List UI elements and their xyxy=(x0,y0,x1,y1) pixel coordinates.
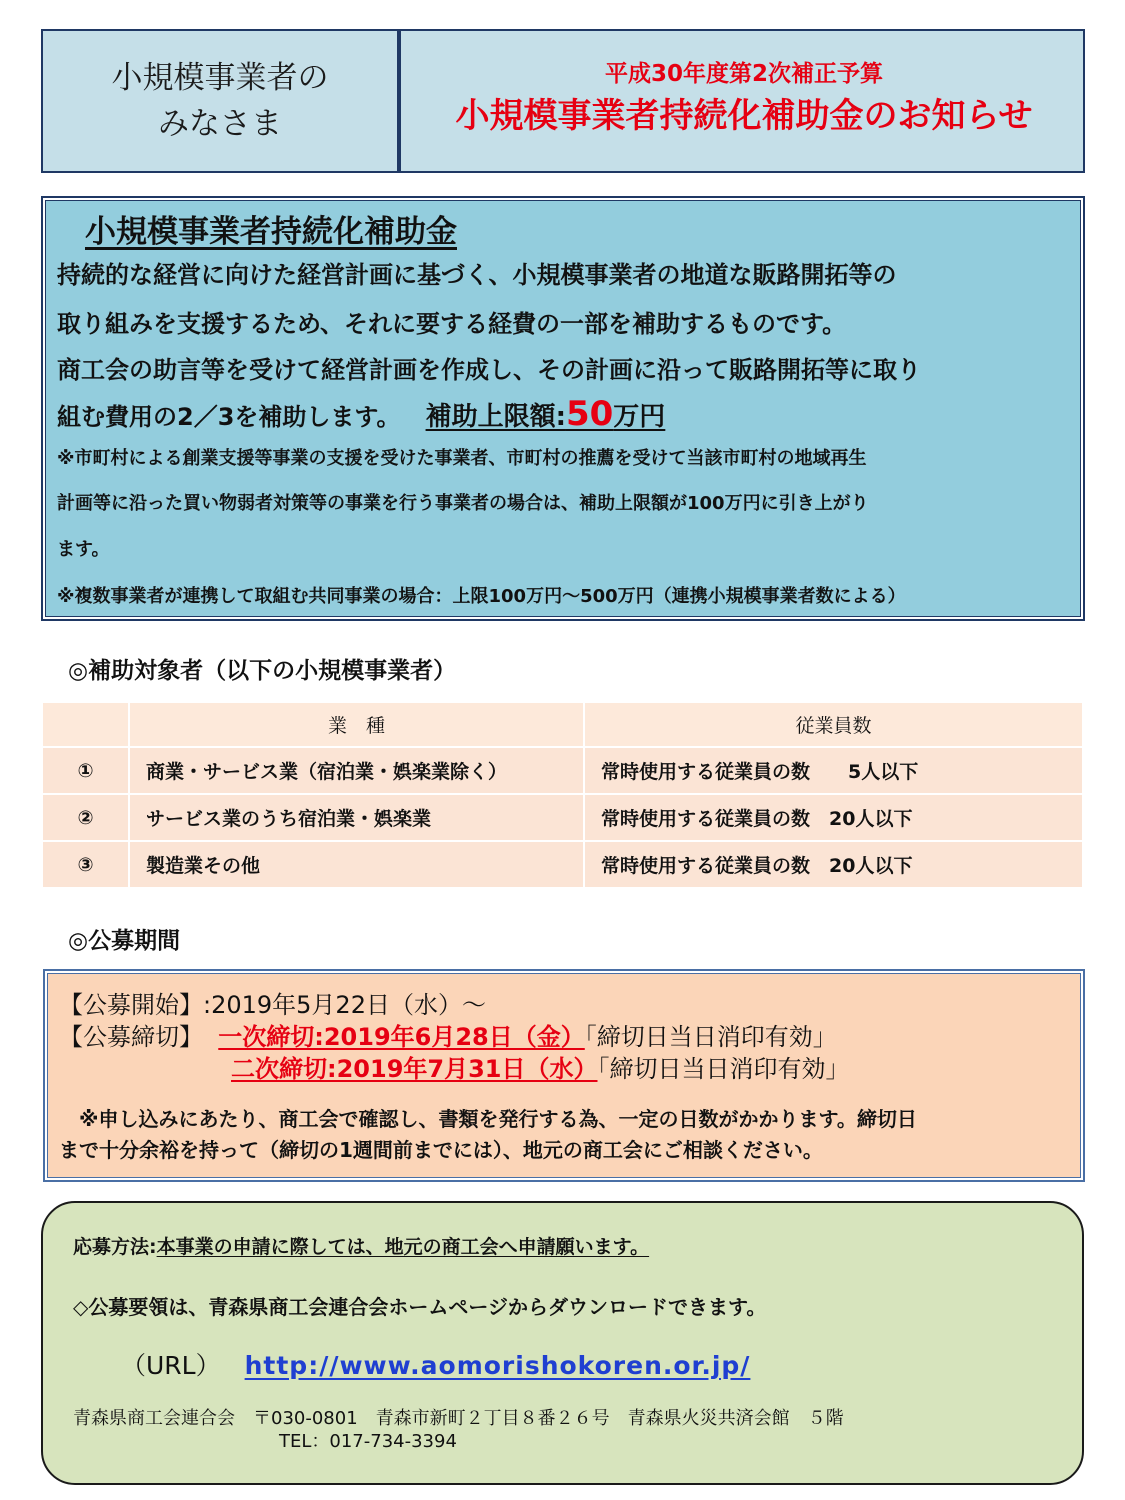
limit-label: 補助上限額: xyxy=(425,402,566,432)
subsidy-info-box xyxy=(41,196,1085,621)
header-title-area xyxy=(405,31,1083,171)
url-label: （URL） xyxy=(121,1351,221,1380)
table-header-row xyxy=(43,703,1082,746)
start-value: :2019年5月22日（水）～ xyxy=(203,991,486,1019)
row-industry: 商業・サービス業（宿泊業・娯楽業除く） xyxy=(130,748,585,793)
period-note: まで十分余裕を持って（締切の1週間前までには）、地元の商工会にご相談ください。 xyxy=(59,1138,823,1162)
info-title: 小規模事業者持続化補助金 xyxy=(85,214,457,250)
header-audience-line2: みなさま xyxy=(158,106,282,142)
info-line: 取り組みを支援するため、それに要する経費の一部を補助するものです。 xyxy=(57,310,847,338)
header-audience-line1: 小規模事業者の xyxy=(111,60,329,96)
row-employees: 常時使用する従業員の数 20人以下 xyxy=(601,855,913,877)
table-row xyxy=(43,842,1082,887)
website-link[interactable]: http://www.aomorishokoren.or.jp/ xyxy=(244,1351,751,1380)
period-start xyxy=(59,989,486,1021)
column-header-employees: 従業員数 xyxy=(795,715,872,737)
column-header-no xyxy=(43,703,130,746)
row-industry: 製造業その他 xyxy=(130,842,585,887)
info-line4-prefix: 組む費用の2／3を補助します。 xyxy=(57,403,401,431)
url-row xyxy=(121,1347,750,1385)
info-note: ます。 xyxy=(57,539,110,560)
second-deadline-note: 「締切日当日消印有効」 xyxy=(597,1055,850,1083)
info-line: 持続的な経営に向けた経営計画に基づく、小規模事業者の地道な販路開拓等の xyxy=(57,261,897,289)
application-method xyxy=(73,1233,649,1261)
period-close-first xyxy=(59,1021,837,1053)
first-deadline-note: 「締切日当日消印有効」 xyxy=(584,1023,837,1051)
info-line: 商工会の助言等を受けて経営計画を作成し、その計画に沿って販路開拓等に取り xyxy=(57,356,921,384)
subsidy-limit xyxy=(425,394,666,434)
header-box xyxy=(41,29,1085,173)
row-number: ② xyxy=(43,795,130,840)
info-note: ※複数事業者が連携して取組む共同事業の場合：上限100万円～500万円（連携小規模事業者数による） xyxy=(57,586,906,607)
application-method-text: 本事業の申請に際しては、地元の商工会へ申請願います。 xyxy=(156,1236,650,1258)
info-note: ※市町村による創業支援等事業の支援を受けた事業者、市町村の推薦を受けて当該市町村の地域再生 xyxy=(57,448,867,469)
application-box xyxy=(41,1201,1084,1485)
page-title: 小規模事業者持続化補助金のお知らせ xyxy=(455,96,1033,136)
row-employees: 常時使用する従業員の数 5人以下 xyxy=(601,761,919,783)
table-row xyxy=(43,795,1082,840)
period-box xyxy=(43,969,1085,1182)
row-number: ① xyxy=(43,748,130,793)
application-method-label: 応募方法: xyxy=(73,1236,157,1258)
close-label: 【公募締切】 xyxy=(59,1023,203,1051)
contact-tel: TEL：017-734-3394 xyxy=(279,1431,457,1452)
limit-amount: 50 xyxy=(565,394,614,434)
header-subtitle: 平成30年度第2次補正予算 xyxy=(604,61,883,87)
header-audience xyxy=(43,31,401,171)
download-notice: ◇公募要領は、青森県商工会連合会ホームページからダウンロードできます。 xyxy=(73,1295,767,1319)
column-header-industry: 業 種 xyxy=(130,703,585,746)
table-row xyxy=(43,748,1082,793)
period-heading: ◎公募期間 xyxy=(68,928,181,954)
period-close-second xyxy=(231,1053,850,1085)
start-label: 【公募開始】 xyxy=(59,991,203,1019)
info-note: 計画等に沿った買い物弱者対策等の事業を行う事業者の場合は、補助上限額が100万円に引き上がり xyxy=(57,493,869,514)
contact-address: 青森県商工会連合会 〒030-0801 青森市新町２丁目８番２６号 青森県火災共済会館 ５階 xyxy=(73,1408,844,1429)
row-industry: サービス業のうち宿泊業・娯楽業 xyxy=(130,795,585,840)
row-number: ③ xyxy=(43,842,130,887)
info-line-limit xyxy=(57,394,666,434)
period-note: ※申し込みにあたり、商工会で確認し、書類を発行する為、一定の日数がかかります。締切日 xyxy=(59,1107,917,1131)
target-heading: ◎補助対象者（以下の小規模事業者） xyxy=(68,658,457,684)
first-deadline: 一次締切:2019年6月28日（金） xyxy=(218,1023,585,1051)
eligibility-table xyxy=(43,703,1082,889)
row-employees: 常時使用する従業員の数 20人以下 xyxy=(601,808,913,830)
second-deadline: 二次締切:2019年7月31日（水） xyxy=(231,1055,598,1083)
limit-unit: 万円 xyxy=(613,402,666,432)
